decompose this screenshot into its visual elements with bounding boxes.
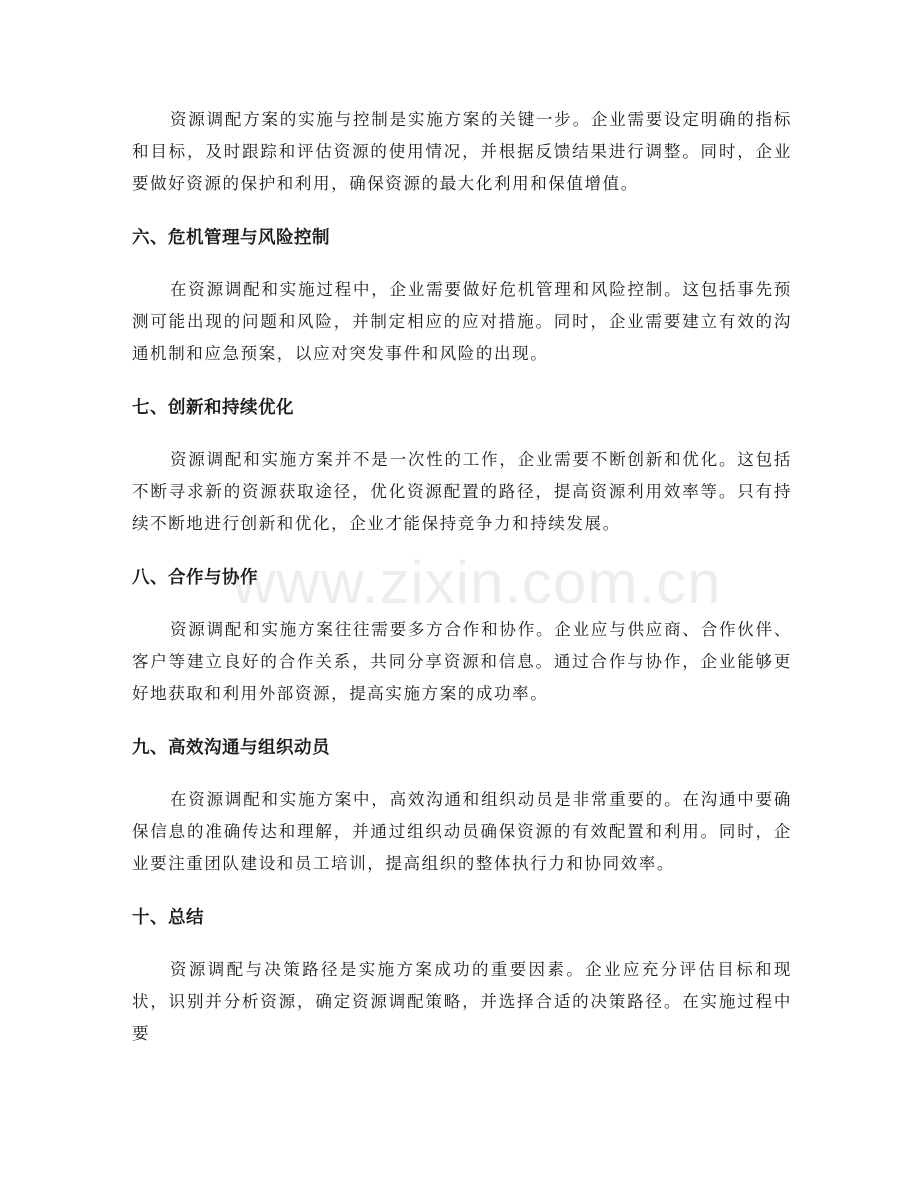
section-heading-6: 六、危机管理与风险控制 xyxy=(132,228,330,248)
section-body-9: 在资源调配和实施方案中，高效沟通和组织动员是非常重要的。在沟通中要确保信息的准确传达和理解，并通过组织动员确保资源的有效配置和利用。同时，企业要注重团队建设和员工培训，提高组织的整体执行力和协同效率。 xyxy=(132,790,792,873)
section-heading-7: 七、创新和持续优化 xyxy=(132,398,294,418)
document-body xyxy=(132,104,792,1050)
section-body-10: 资源调配与决策路径是实施方案成功的重要因素。企业应充分评估目标和现状，识别并分析资源，确定资源调配策略，并选择合适的决策路径。在实施过程中要 xyxy=(132,960,792,1043)
section-body-8: 资源调配和实施方案往往需要多方合作和协作。企业应与供应商、合作伙伴、客户等建立良好的合作关系，共同分享资源和信息。通过合作与协作，企业能够更好地获取和利用外部资源，提高实施方案的成功率。 xyxy=(132,620,792,703)
section-heading-8: 八、合作与协作 xyxy=(132,568,258,588)
section-heading-10: 十、总结 xyxy=(132,908,204,928)
watermark-text: www.zixin.com.cn xyxy=(232,549,722,616)
section-body-7: 资源调配和实施方案并不是一次性的工作，企业需要不断创新和优化。这包括不断寻求新的资源获取途径，优化资源配置的路径，提高资源利用效率等。只有持续不断地进行创新和优化，企业才能保持竞争力和持续发展。 xyxy=(132,450,792,533)
intro-paragraph: 资源调配方案的实施与控制是实施方案的关键一步。企业需要设定明确的指标和目标，及时跟踪和评估资源的使用情况，并根据反馈结果进行调整。同时，企业要做好资源的保护和利用，确保资源的最大化利用和保值增值。 xyxy=(132,110,792,193)
section-heading-9: 九、高效沟通与组织动员 xyxy=(132,738,330,758)
section-body-6: 在资源调配和实施过程中，企业需要做好危机管理和风险控制。这包括事先预测可能出现的问题和风险，并制定相应的应对措施。同时，企业需要建立有效的沟通机制和应急预案，以应对突发事件和风险的出现。 xyxy=(132,280,792,363)
